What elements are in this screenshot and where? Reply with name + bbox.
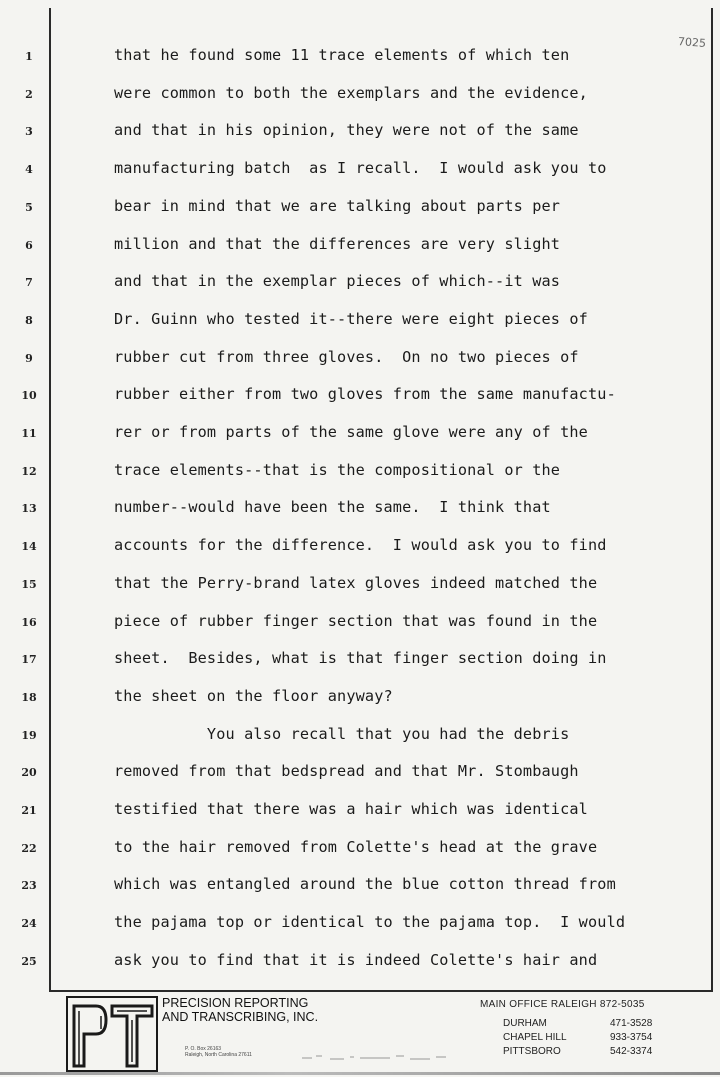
office-durham xyxy=(503,1018,653,1029)
address-line-2: Raleigh, North Carolina 27611 xyxy=(185,1052,252,1058)
address-line-1: P. O. Box 26163 xyxy=(185,1046,222,1052)
line-number: 24 xyxy=(21,917,37,930)
line-number: 18 xyxy=(21,691,37,704)
main-office-label: MAIN OFFICE RALEIGH xyxy=(480,999,597,1010)
office-phone: 933-3754 xyxy=(610,1032,653,1043)
transcript-line: rubber cut from three gloves. On no two pieces of xyxy=(114,348,579,366)
line-number: 20 xyxy=(21,766,37,779)
line-number: 17 xyxy=(21,653,37,666)
line-number: 19 xyxy=(21,729,37,742)
transcript-line: which was entangled around the blue cotton thread from xyxy=(114,875,616,893)
line-number: 3 xyxy=(25,125,33,138)
office-phone: 471-3528 xyxy=(610,1018,653,1029)
office-pittsboro xyxy=(503,1046,653,1057)
company-name-line-1: PRECISION REPORTING xyxy=(162,996,309,1010)
line-number: 12 xyxy=(21,465,37,478)
transcript-line: million and that the differences are very slight xyxy=(114,235,561,253)
line-number: 5 xyxy=(25,201,33,214)
transcript-line: ask you to find that it is indeed Colette's hair and xyxy=(114,951,598,969)
transcript-line: number--would have been the same. I think that xyxy=(114,498,551,516)
line-number: 10 xyxy=(21,389,37,402)
transcript-line: and that in the exemplar pieces of which--it was xyxy=(114,272,561,290)
office-city: PITTSBORO xyxy=(503,1046,561,1057)
transcript-line: testified that there was a hair which was identical xyxy=(114,800,588,818)
reporter-footer xyxy=(0,990,720,1077)
line-number: 14 xyxy=(21,540,37,553)
mailing-address xyxy=(185,1046,252,1058)
transcript-line: manufacturing batch as I recall. I would ask you to xyxy=(114,159,607,177)
transcript-line: were common to both the exemplars and the evidence, xyxy=(114,84,588,102)
transcript-line: bear in mind that we are talking about parts per xyxy=(114,197,561,215)
page-number-stamp: 7025 xyxy=(677,35,707,50)
main-office-info xyxy=(480,999,645,1010)
transcript-line: piece of rubber finger section that was found in the xyxy=(114,612,598,630)
transcript-line: that the Perry-brand latex gloves indeed matched the xyxy=(114,574,598,592)
line-number: 16 xyxy=(21,616,37,629)
line-number: 21 xyxy=(21,804,37,817)
transcript-line: rubber either from two gloves from the same manufactu- xyxy=(114,385,616,403)
office-city: CHAPEL HILL xyxy=(503,1032,567,1043)
transcript-line: Dr. Guinn who tested it--there were eight pieces of xyxy=(114,310,588,328)
transcript-line: You also recall that you had the debris xyxy=(114,725,570,743)
line-number: 22 xyxy=(21,842,37,855)
company-logo xyxy=(66,996,158,1072)
transcript-line: sheet. Besides, what is that finger section doing in xyxy=(114,649,607,667)
office-phone: 542-3374 xyxy=(610,1046,653,1057)
transcript-line: the pajama top or identical to the pajama top. I would xyxy=(114,913,626,931)
transcript-line: removed from that bedspread and that Mr. Stombaugh xyxy=(114,762,579,780)
line-number: 4 xyxy=(25,163,33,176)
company-name-line-2: AND TRANSCRIBING, INC. xyxy=(162,1010,319,1024)
line-number: 15 xyxy=(21,578,37,591)
line-number: 9 xyxy=(25,352,33,365)
transcript-line: accounts for the difference. I would ask you to find xyxy=(114,536,607,554)
main-office-phone: 872-5035 xyxy=(599,999,645,1010)
office-chapel-hill xyxy=(503,1032,653,1043)
line-number: 1 xyxy=(25,50,33,63)
transcript-line: trace elements--that is the compositional or the xyxy=(114,461,561,479)
office-city: DURHAM xyxy=(503,1018,547,1029)
company-name xyxy=(162,996,318,1024)
line-number: 6 xyxy=(25,239,33,252)
transcript-line: to the hair removed from Colette's head at the grave xyxy=(114,838,598,856)
scan-edge xyxy=(0,1072,720,1075)
line-number: 7 xyxy=(25,276,33,289)
line-number: 25 xyxy=(21,955,37,968)
line-number: 11 xyxy=(21,427,37,440)
transcript-line: and that in his opinion, they were not of the same xyxy=(114,121,579,139)
line-number: 13 xyxy=(21,502,37,515)
transcript-line: rer or from parts of the same glove were any of the xyxy=(114,423,588,441)
line-number: 2 xyxy=(25,88,33,101)
line-number: 8 xyxy=(25,314,33,327)
scan-artifact xyxy=(300,1050,450,1062)
transcript-line: that he found some 11 trace elements of which ten xyxy=(114,46,570,64)
transcript-line: the sheet on the floor anyway? xyxy=(114,687,393,705)
line-number: 23 xyxy=(21,879,37,892)
